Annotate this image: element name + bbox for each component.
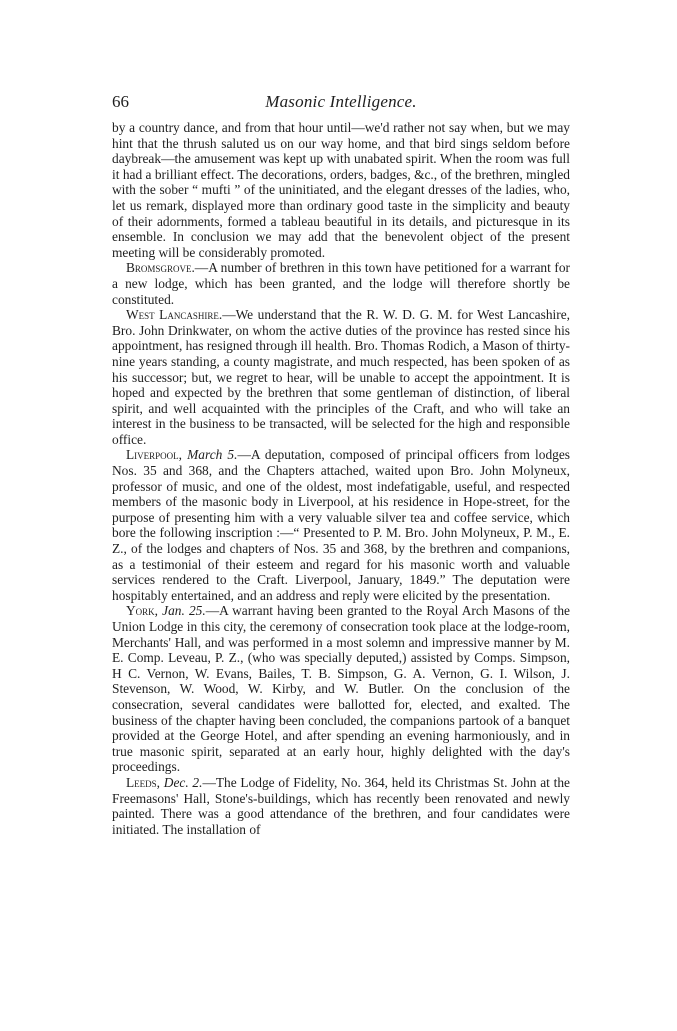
paragraph-lead: Leeds, [126,774,161,790]
paragraph-liverpool [112,447,570,603]
paragraph-text: —A deputation, composed of principal officers from lodges Nos. 35 and 368, and the Chapters attached, waited upon Bro. John Molyneux, professor of music, and one of the oldest, most indefatigable, useful, and respected members of the masonic body in Liverpool, at his residence in Hope-street, for the purpose of presenting him with a very valuable silver tea and coffee service, which bore the following inscription :—“ Presented to P. M. Bro. John Molyneux, P. M., E. Z., of the lodges and chapters of Nos. 35 and 368, by the brethren and companions, as a testimonial of their esteem and regard for his masonic worth and valuable services rendered to the Craft. Liverpool, January, 1849.” The deputation were hospitably entertained, and an address and reply were elicited by the presentation. [112,447,570,603]
paragraph-text: —A number of brethren in this town have petitioned for a warrant for a new lodge, which has been granted, and the lodge will therefore shortly be constituted. [112,260,570,307]
running-title: Masonic Intelligence. [265,92,417,111]
paragraph-lead: West Lancashire. [126,307,223,323]
page-header [112,92,570,120]
paragraph-leeds [112,775,570,837]
paragraph-lead: Bromsgrove. [126,260,195,276]
page-number: 66 [112,92,129,111]
paragraph-text: by a country dance, and from that hour until—we'd rather not say when, but we may hint that the thrush saluted us on our way home, and that bird sings seldom before daybreak—the amusement was kept up with unabated spirit. When the room was full it had a brilliant effect. The decorations, orders, badges, &c., of the brethren, mingled with the sober “ mufti ” of the uninitiated, and the elegant dresses of the ladies, who, let us remark, displayed more than ordinary good taste in the simplicity and beauty of their adornments, formed a tableau beautiful in its details, and picturesque in its ensemble. In conclusion we may add that the benevolent object of the present meeting will be considerably promoted. [112,120,570,260]
paragraph-york [112,603,570,775]
paragraph-text: —The Lodge of Fidelity, No. 364, held its Christmas St. John at the Freemasons' Hall, Stone's-buildings, which has recently been renovated and newly painted. There was a good attendance of the brethren, and four candidates were initiated. The installation of [112,774,570,837]
paragraph-date: Dec. 2. [163,774,203,790]
paragraph-continuation [112,120,570,260]
paragraph-lead: York, [126,603,159,619]
book-page [112,92,570,837]
paragraph-text: —A warrant having been granted to the Royal Arch Masons of the Union Lodge in this city, the ceremony of consecration took place at the lodge-room, Merchants' Hall, and was performed in a most solemn and impressive manner by M. E. Comp. Leveau, P. Z., (who was specially deputed,) assisted by Comps. Simpson, H C. Vernon, W. Evans, Bailes, T. B. Simpson, G. A. Vernon, G. I. Wilson, J. Stevenson, W. Wood, W. Kirby, and W. Butler. On the conclusion of the consecration, several candidates were ballotted for, elected, and exalted. The business of the chapter having been concluded, the companions partook of a banquet provided at the George Hotel, and after spending an evening harmoniously, and in true masonic spirit, separated at an early hour, highly delighted with the day's proceedings. [112,603,570,775]
paragraph-text: —We understand that the R. W. D. G. M. for West Lancashire, Bro. John Drinkwater, on whom the active duties of the province has rested since his appointment, has resigned through ill health. Bro. Thomas Rodich, a Mason of thirty-nine years standing, a county magistrate, and much respected, has been spoken of as his successor; but, we regret to hear, will be unable to accept the appointment. It is hoped and expected by the brethren that some gentleman of distinction, of liberal spirit, and well acquainted with the principles of the Craft, and who will take an interest in the business to be transacted, will be selected for the high and responsible office. [112,307,570,447]
paragraph-date: Jan. 25. [162,603,206,619]
paragraph-bromsgrove [112,260,570,307]
paragraph-west-lancashire [112,307,570,447]
paragraph-date: March 5. [187,447,238,463]
paragraph-lead: Liverpool, [126,447,183,463]
article-body [112,120,570,837]
